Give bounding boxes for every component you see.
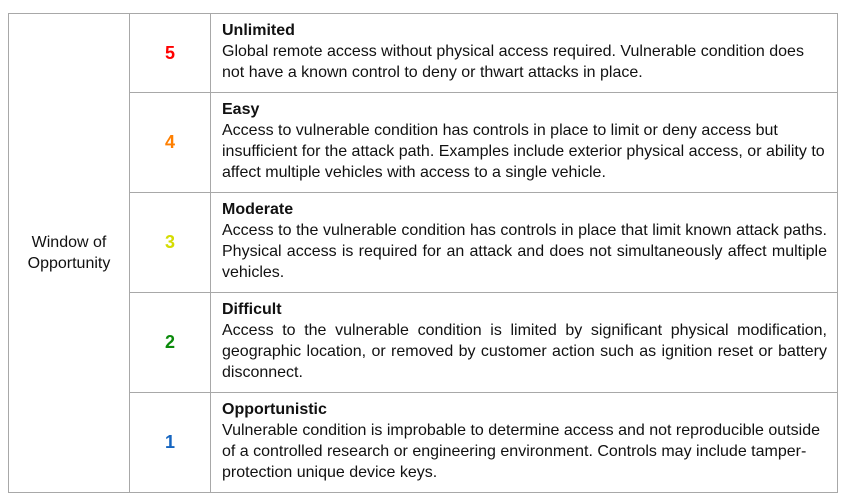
score-cell: 1 (130, 393, 211, 493)
table-row (9, 14, 838, 93)
level-description: Vulnerable condition is improbable to determine access and not reproducible outside of a controlled research or engineering environment. Controls may include tamper-protection unique device keys. (222, 422, 820, 481)
table-row (9, 193, 838, 293)
description-cell (211, 393, 838, 493)
level-title: Unlimited (222, 22, 295, 39)
description-cell (211, 93, 838, 193)
level-description: Global remote access without physical access required. Vulnerable condition does not have a known control to deny or thwart attacks in place. (222, 43, 804, 81)
level-title: Moderate (222, 201, 294, 218)
score-cell: 4 (130, 93, 211, 193)
level-title: Easy (222, 101, 260, 118)
score-cell: 3 (130, 193, 211, 293)
level-title: Difficult (222, 301, 282, 318)
category-cell: Window of Opportunity (9, 14, 130, 493)
table-row (9, 93, 838, 193)
window-of-opportunity-table (8, 13, 838, 493)
score-cell: 2 (130, 293, 211, 393)
level-description: Access to the vulnerable condition is limited by significant physical modification, geographic location, or removed by customer action such as ignition reset or battery disconnect. (222, 322, 827, 381)
table-row (9, 393, 838, 493)
description-cell (211, 293, 838, 393)
level-description: Access to the vulnerable condition has controls in place that limit known attack paths. Physical access is required for an attack and does not simultaneously affect multiple vehicles. (222, 222, 827, 281)
description-cell (211, 193, 838, 293)
table-row (9, 293, 838, 393)
level-description: Access to vulnerable condition has controls in place to limit or deny access but insufficient for the attack path. Examples include exterior physical access, or ability to affect multiple vehicles with access to a single vehicle. (222, 122, 825, 181)
level-title: Opportunistic (222, 401, 327, 418)
score-cell: 5 (130, 14, 211, 93)
description-cell (211, 14, 838, 93)
